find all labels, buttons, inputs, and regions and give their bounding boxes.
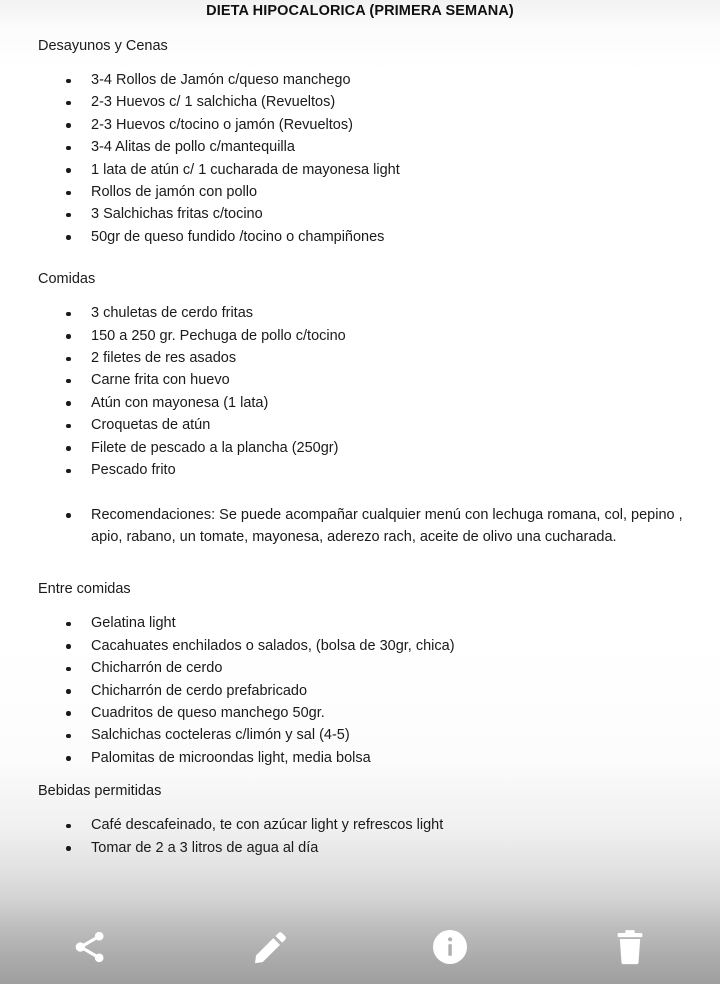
- document-body: [0, 36, 720, 859]
- bullet-list-bebidas-permitidas: [0, 814, 720, 859]
- section-bebidas-permitidas: [0, 781, 720, 859]
- list-item: Cacahuates enchilados o salados, (bolsa de 30gr, chica): [0, 635, 720, 657]
- list-item: 1 lata de atún c/ 1 cucharada de mayonesa light: [0, 159, 720, 181]
- bullet-list-recomendaciones: [0, 504, 720, 549]
- list-item: Gelatina light: [0, 612, 720, 634]
- list-item: 3 chuletas de cerdo fritas: [0, 302, 720, 324]
- info-button[interactable]: [402, 916, 498, 978]
- list-item: Rollos de jamón con pollo: [0, 181, 720, 203]
- share-button[interactable]: [42, 916, 138, 978]
- action-bar: [0, 910, 720, 984]
- list-item: Cuadritos de queso manchego 50gr.: [0, 702, 720, 724]
- bullet-list-entre-comidas: [0, 612, 720, 769]
- list-item: Tomar de 2 a 3 litros de agua al día: [0, 837, 720, 859]
- list-item: Pescado frito: [0, 459, 720, 481]
- list-item: Salchichas cocteleras c/limón y sal (4-5): [0, 724, 720, 746]
- list-item: Filete de pescado a la plancha (250gr): [0, 437, 720, 459]
- bullet-list-comidas: [0, 302, 720, 481]
- list-item: 150 a 250 gr. Pechuga de pollo c/tocino: [0, 325, 720, 347]
- section-desayunos-y-cenas: [0, 36, 720, 248]
- section-heading: Comidas: [38, 271, 96, 288]
- section-heading: Bebidas permitidas: [38, 783, 162, 800]
- list-item: Chicharrón de cerdo: [0, 657, 720, 679]
- list-item: 50gr de queso fundido /tocino o champiñones: [0, 226, 720, 248]
- list-item: 3-4 Rollos de Jamón c/queso manchego: [0, 69, 720, 91]
- section-heading: Entre comidas: [38, 581, 131, 598]
- delete-button[interactable]: [582, 916, 678, 978]
- section-heading: Desayunos y Cenas: [38, 38, 168, 54]
- bullet-list-desayunos-y-cenas: [0, 69, 720, 248]
- pencil-icon: [250, 927, 290, 967]
- share-icon: [70, 927, 110, 967]
- list-item: Croquetas de atún: [0, 414, 720, 436]
- list-item: Café descafeinado, te con azúcar light y refrescos light: [0, 814, 720, 836]
- trash-icon: [610, 927, 650, 967]
- list-item: 3-4 Alitas de pollo c/mantequilla: [0, 136, 720, 158]
- list-item: Chicharrón de cerdo prefabricado: [0, 680, 720, 702]
- info-icon: [430, 927, 470, 967]
- section-entre-comidas: [0, 579, 720, 769]
- list-item: 3 Salchichas fritas c/tocino: [0, 203, 720, 225]
- list-item: Carne frita con huevo: [0, 369, 720, 391]
- recommendation-note: Recomendaciones: Se puede acompañar cualquier menú con lechuga romana, col, pepino , apio, rabano, un tomate, mayonesa, aderezo rach, aceite de olivo una cucharada.: [0, 504, 720, 549]
- page-title: DIETA HIPOCALORICA (PRIMERA SEMANA): [206, 3, 514, 19]
- list-item: 2-3 Huevos c/tocino o jamón (Revueltos): [0, 114, 720, 136]
- list-item: 2-3 Huevos c/ 1 salchicha (Revueltos): [0, 91, 720, 113]
- section-comidas: [0, 269, 720, 548]
- edit-button[interactable]: [222, 916, 318, 978]
- list-item: 2 filetes de res asados: [0, 347, 720, 369]
- list-item: Palomitas de microondas light, media bolsa: [0, 747, 720, 769]
- list-item: Atún con mayonesa (1 lata): [0, 392, 720, 414]
